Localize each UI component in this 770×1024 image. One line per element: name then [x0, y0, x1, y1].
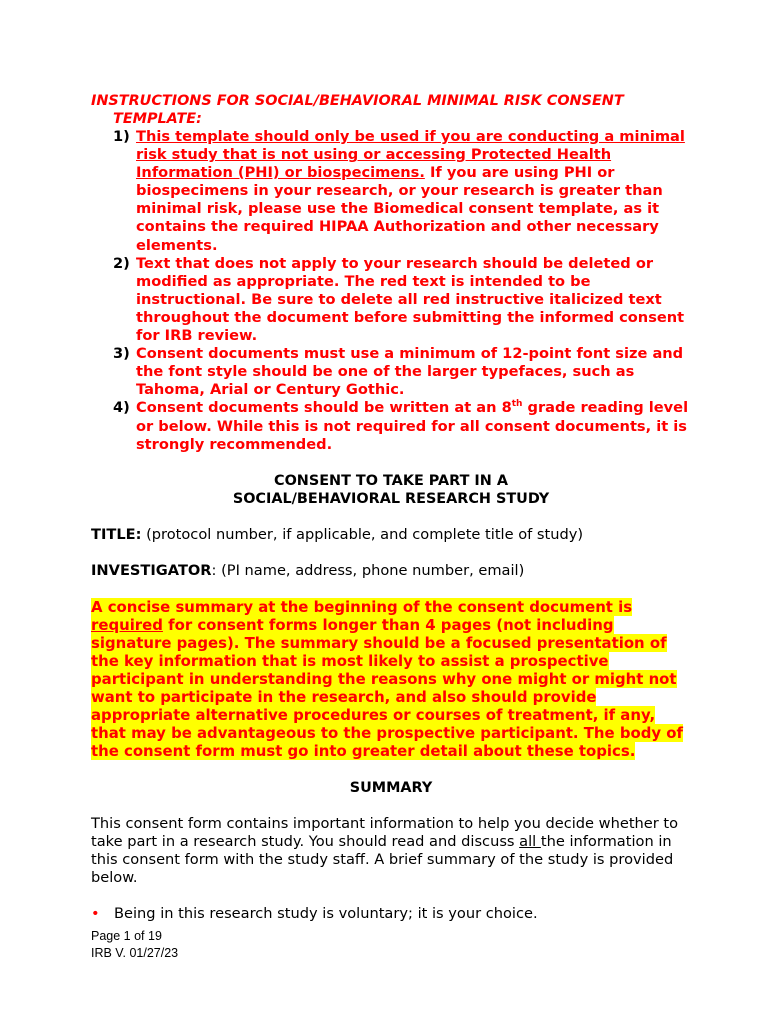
irb-version: IRB V. 01/27/23 [91, 946, 179, 960]
page-number: Page 1 of 19 [91, 929, 162, 943]
instruction-text: Consent documents should be written at an 8 [136, 399, 512, 417]
instruction-number: 1) [113, 128, 130, 145]
consent-heading-line1: CONSENT TO TAKE PART IN A [274, 472, 508, 489]
investigator-value: : (PI name, address, phone number, email) [211, 561, 525, 579]
instruction-underlined-text: This template should only be used if you are conducting a minimal risk study that is not using or accessing Protected Health Information (PHI) or biospecimens. [136, 128, 685, 182]
bullet-icon: • [91, 904, 100, 922]
investigator-label: INVESTIGATOR [91, 561, 212, 579]
summary-text-2: the information in this consent form with the study staff. A brief summary of the study is provided below. [91, 832, 674, 886]
instruction-number: 3) [113, 345, 130, 363]
note-required: required [91, 615, 163, 634]
instruction-item-3 [91, 345, 691, 399]
summary-paragraph [91, 815, 691, 887]
investigator-field [91, 562, 691, 580]
instruction-item-1 [91, 128, 691, 255]
instructions-title-line1: INSTRUCTIONS FOR SOCIAL/BEHAVIORAL MINIMAL RISK CONSENT [91, 93, 624, 109]
page-footer [91, 928, 178, 962]
instructions-list [91, 128, 691, 454]
bullet-text: Being in this research study is voluntary; it is your choice. [114, 904, 538, 922]
instruction-item-4 [91, 399, 691, 453]
list-item [91, 905, 691, 923]
instruction-number: 4) [113, 399, 130, 417]
summary-text-1: This consent form contains important information to help you decide whether to take part in a research study. You should read and discuss [91, 814, 679, 850]
note-text-1: A concise summary at the beginning of the consent document is [91, 597, 633, 616]
summary-all: all [519, 832, 541, 850]
instructions-title-line2: TEMPLATE: [113, 111, 202, 127]
consent-heading [91, 472, 691, 508]
instruction-text: If you are using PHI or biospecimens in your research, or your research is greater than minimal risk, please use the Biomedical consent template, as it contains the required HIPAA Authorization and other necessary elements. [136, 164, 663, 254]
instruction-text: Consent documents must use a minimum of 12-point font size and the font style should be one of the larger typefaces, such as Tahoma, Arial or Century Gothic. [136, 345, 684, 399]
consent-heading-line2: SOCIAL/BEHAVIORAL RESEARCH STUDY [232, 490, 550, 507]
title-field [91, 526, 691, 544]
title-label: TITLE: [91, 525, 142, 543]
instruction-item-2 [91, 255, 691, 345]
note-text-2: for consent forms longer than 4 pages (not including signature pages). The summary should be a focused presentation of the key information that is most likely to assist a prospective participant in understanding the reasons why one might or might not want to participate in the research, and also should provide appropriate alternative procedures or courses of treatment, if any, that may be advantageous to the prospective participant. The body of the consent form must go into greater detail about these topics. [91, 615, 683, 761]
summary-heading: SUMMARY [349, 779, 433, 796]
instruction-text: Text that does not apply to your research should be deleted or modified as appropriate. The red text is intended to be instructional. Be sure to delete all red instructive italicized text throughout the document before submitting the informed consent for IRB review. [136, 254, 685, 345]
instruction-text-cont: grade reading level or below. While this is not required for all consent documents, it is strongly recommended. [136, 399, 689, 453]
summary-instruction-note [91, 598, 691, 761]
instruction-number: 2) [113, 254, 130, 272]
document-page [91, 92, 691, 923]
instructions-title [91, 92, 691, 128]
title-value: (protocol number, if applicable, and complete title of study) [141, 525, 584, 543]
superscript-th: th [511, 399, 523, 410]
